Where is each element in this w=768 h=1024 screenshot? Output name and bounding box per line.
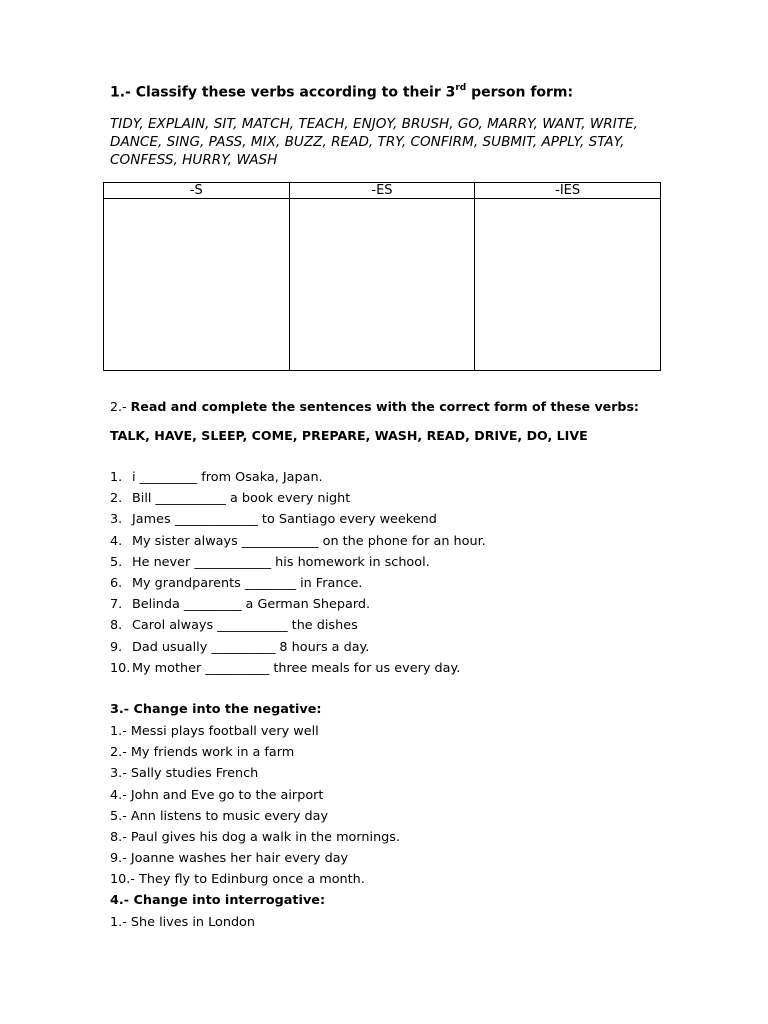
list-item: 10. My mother __________ three meals for us every day. xyxy=(110,660,461,676)
list-item: 4. My sister always ____________ on the phone for an hour. xyxy=(110,533,486,549)
column-header-s: -S xyxy=(104,183,290,199)
list-item: 1. i _________ from Osaka, Japan. xyxy=(110,470,323,485)
column-header-es: -ES xyxy=(289,183,475,199)
section3-title: 3.- Change into the negative: xyxy=(110,702,322,717)
section1-title-main: 1.- Classify these verbs according to their 3 xyxy=(110,84,456,101)
list-item: 3.- Sally studies French xyxy=(110,766,259,782)
list-item: 7. Belinda _________ a German Shepard. xyxy=(110,597,371,613)
list-item: 6. My grandparents ________ in France. xyxy=(110,575,363,591)
list-item: 1.- Messi plays football very well xyxy=(110,724,319,739)
answer-cell-es[interactable] xyxy=(289,199,475,371)
list-item: 1.- She lives in London xyxy=(110,915,256,930)
list-item: 8.- Paul gives his dog a walk in the mornings. xyxy=(110,829,401,845)
answer-cell-s[interactable] xyxy=(104,199,290,371)
list-item: 5.- Ann listens to music every day xyxy=(110,808,329,824)
section2-title xyxy=(110,399,639,414)
list-item: 9. Dad usually __________ 8 hours a day. xyxy=(110,639,370,655)
section1-title xyxy=(110,84,573,101)
section4-title: 4.- Change into interrogative: xyxy=(110,893,326,908)
list-item: 9.- Joanne washes her hair every day xyxy=(110,851,349,867)
section1-title-end: person form: xyxy=(466,84,574,101)
section1-title-superscript: rd xyxy=(455,83,467,93)
section2-title-text: Read and complete the sentences with the correct form of these verbs: xyxy=(130,399,639,414)
classification-table xyxy=(103,182,661,371)
list-item: 3. James _____________ to Santiago every weekend xyxy=(110,512,437,528)
section2-verb-list: TALK, HAVE, SLEEP, COME, PREPARE, WASH, READ, DRIVE, DO, LIVE xyxy=(110,428,588,443)
list-item: 5. He never ____________ his homework in school. xyxy=(110,554,430,570)
list-item: 2.- My friends work in a farm xyxy=(110,745,295,761)
section2-sentence-list xyxy=(110,467,486,679)
section3-sentence-list xyxy=(110,721,400,891)
section1-verb-list: TIDY, EXPLAIN, SIT, MATCH, TEACH, ENJOY, BRUSH, GO, MARRY, WANT, WRITE, DANCE, SING, PASS, MIX, BUZZ, READ, TRY, CONFIRM, SUBMIT, APPLY, STAY, CONFESS, HURRY, WASH xyxy=(110,116,638,168)
answer-cell-ies[interactable] xyxy=(475,199,661,371)
list-item: 10.- They fly to Edinburg once a month. xyxy=(110,872,365,888)
section2-number: 2.- xyxy=(110,399,131,414)
column-header-ies: -IES xyxy=(475,183,661,199)
list-item: 8. Carol always ___________ the dishes xyxy=(110,618,358,634)
list-item: 4.- John and Eve go to the airport xyxy=(110,787,324,803)
section4-sentence-list xyxy=(110,912,255,933)
list-item: 2. Bill ___________ a book every night xyxy=(110,491,351,507)
